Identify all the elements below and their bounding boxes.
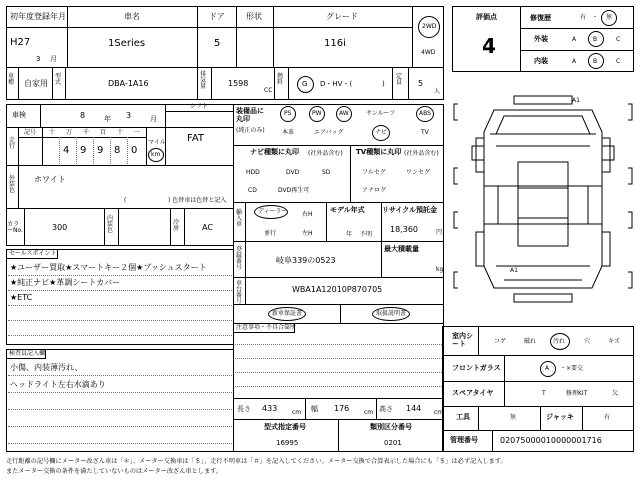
equip-pw: PW bbox=[312, 110, 322, 117]
exterior-label: 外装色 bbox=[9, 175, 16, 194]
mileage-unit-header: 十 bbox=[117, 129, 124, 136]
mileage-digit: 4 bbox=[63, 145, 70, 156]
tv-type-label: TV種類に丸印 bbox=[356, 148, 402, 156]
navi-sd: SD bbox=[322, 169, 331, 176]
tools-value: 無 bbox=[510, 414, 517, 421]
inspector-note-2: ヘッドライト左右水滴あり bbox=[10, 380, 106, 389]
type-designation-label: 型式指定番号 bbox=[264, 423, 306, 431]
import-left: 左H bbox=[302, 230, 313, 237]
inspection-month: 3 bbox=[126, 111, 132, 120]
use-label: 車種 bbox=[8, 73, 15, 86]
fuel-label: 燃料 bbox=[277, 73, 284, 86]
seat-kizu: キズ bbox=[608, 338, 620, 345]
mileage-cell-divider bbox=[76, 137, 77, 166]
repair-no: 無 bbox=[606, 14, 613, 21]
navi-type-sub: (社外品含む) bbox=[308, 150, 343, 157]
spare-label: スペアタイヤ bbox=[452, 389, 494, 397]
mileage-digit: 9 bbox=[97, 145, 104, 156]
grade-label: グレード bbox=[326, 12, 358, 21]
inspector-note-1: 小傷、内装薄汚れ、 bbox=[10, 363, 83, 372]
equipment-sub: (純正のみ) bbox=[236, 127, 265, 134]
ext-b: B bbox=[593, 36, 598, 43]
first-reg-label: 初年度登録年月 bbox=[10, 12, 66, 21]
inspector-label: 検査員記入欄 bbox=[9, 350, 46, 357]
mileage-cell-divider bbox=[127, 137, 128, 166]
registration-value: 岐阜339の0523 bbox=[276, 256, 336, 265]
model-label: 型式 bbox=[55, 73, 62, 86]
equip-ps: PS bbox=[284, 110, 292, 117]
navi-type-label: ナビ種類に丸印 bbox=[250, 148, 299, 156]
import-label: 輸入車 bbox=[236, 209, 243, 228]
equip-tv: TV bbox=[421, 129, 429, 136]
tv-analog: アナログ bbox=[362, 187, 387, 194]
seat-ana: 穴 bbox=[584, 338, 591, 345]
category-label: 類別区分番号 bbox=[370, 423, 412, 431]
tv-fullseg: フルセグ bbox=[362, 169, 386, 176]
jack-label: ジャッキ bbox=[546, 413, 574, 421]
use-row bbox=[6, 67, 444, 100]
tools-label: 工具 bbox=[456, 413, 470, 421]
management-label: 管理番号 bbox=[450, 436, 478, 444]
inspection-month-unit: 月 bbox=[150, 115, 157, 123]
drive-2wd: 2WD bbox=[422, 23, 437, 30]
shift-label: シフト bbox=[190, 103, 209, 110]
diagram-a1-bottom: A1 bbox=[510, 267, 518, 274]
type-designation-value: 16995 bbox=[276, 439, 299, 447]
navi-hdd: HDD bbox=[246, 169, 260, 176]
warranty-book: 新車保証書 bbox=[272, 310, 303, 317]
inspection-label: 車検 bbox=[12, 111, 26, 119]
capacity-value: 5 bbox=[418, 79, 424, 88]
notes-box bbox=[233, 323, 444, 399]
spare-t: T bbox=[542, 390, 546, 397]
ext-a: A bbox=[572, 36, 577, 43]
int-a: A bbox=[572, 58, 577, 65]
score-label: 評価点 bbox=[476, 13, 497, 21]
category-value: 0201 bbox=[384, 439, 402, 447]
ac-value: AC bbox=[202, 223, 213, 232]
equipment-label: 装備品に丸印 bbox=[236, 107, 264, 123]
seat-yogore: 汚れ bbox=[553, 338, 566, 345]
tv-oneseg: ワンセグ bbox=[406, 169, 431, 176]
height-value: 144 bbox=[406, 404, 422, 413]
exterior-color: ホワイト bbox=[34, 175, 66, 184]
interior-color-label: 内装色 bbox=[107, 215, 114, 234]
glass-label: フロントガラス bbox=[452, 364, 501, 372]
mileage-symbol-label: 記号 bbox=[24, 129, 37, 136]
spare-kit: 修理KIT bbox=[566, 390, 588, 397]
import-right: 右H bbox=[302, 211, 313, 218]
spare-missing: 欠 bbox=[612, 390, 619, 397]
car-name-value: 1Series bbox=[108, 38, 146, 49]
mileage-unit-km: km bbox=[151, 151, 161, 158]
repair-yes: 有 bbox=[580, 14, 587, 21]
sales-point-2: ★純正ナビ★革調シートカバー bbox=[10, 278, 121, 287]
footer-line-1: 走行距離の記号欄にメーター改ざん車は「＊」、メーター交換車は「＄」、走行不明車は「＃」を記入してください。メーター交換で合算表示した場合にも「＄」は必ず記入します。 bbox=[6, 458, 507, 465]
height-unit: cm bbox=[434, 409, 444, 416]
chassis-label: 車台番号 bbox=[236, 280, 243, 305]
recycle-value: 18,360 bbox=[390, 225, 418, 234]
chassis-value: WBA1A12010P870705 bbox=[292, 285, 383, 294]
model-value: DBA-1A16 bbox=[108, 79, 149, 88]
import-parallel: 並行 bbox=[264, 230, 277, 237]
ext-c: C bbox=[616, 36, 621, 43]
footer-line-2: またメーター交換の条件を満たしていないものはメーター改ざん車とします。 bbox=[6, 468, 223, 475]
displacement-value: 1598 bbox=[228, 79, 249, 88]
mileage-cell-divider bbox=[93, 137, 94, 166]
warranty-manual: 取扱説明書 bbox=[376, 310, 407, 317]
registration-label: 登録番号 bbox=[236, 246, 243, 271]
shape-cell bbox=[236, 27, 274, 68]
mileage-digit: 9 bbox=[80, 145, 87, 156]
mileage-unit-header: 百 bbox=[100, 129, 107, 136]
length-value: 433 bbox=[262, 404, 278, 413]
repair-dot: ・ bbox=[592, 14, 599, 21]
max-load-label: 最大積載量 bbox=[384, 245, 419, 253]
fuel-g: G bbox=[302, 80, 308, 88]
model-year-unit: 年 bbox=[346, 231, 353, 238]
glass-rest: ・×要交 bbox=[560, 365, 584, 372]
seat-yabure: 破れ bbox=[524, 338, 537, 345]
width-value: 176 bbox=[334, 404, 350, 413]
recycle-unit: 円 bbox=[436, 229, 443, 236]
navi-dvd: DVD bbox=[286, 169, 300, 176]
mileage-unit-header: 千 bbox=[83, 129, 90, 136]
car-diagram bbox=[452, 76, 634, 322]
exterior-note-open: ( bbox=[124, 197, 127, 204]
length-label: 長さ bbox=[237, 405, 251, 413]
capacity-unit: 人 bbox=[434, 88, 441, 95]
displacement-label: 排気量 bbox=[200, 71, 207, 90]
width-unit: cm bbox=[364, 409, 374, 416]
navi-cd: CD bbox=[248, 187, 257, 194]
equip-aw: AW bbox=[339, 110, 349, 117]
navi-dvd-play: DVD再生可 bbox=[278, 187, 310, 194]
model-year-label: モデル年式 bbox=[330, 206, 365, 214]
mileage-digit: 8 bbox=[114, 145, 121, 156]
fuel-options: D・HV・( bbox=[320, 80, 353, 88]
int-label: 内装 bbox=[534, 57, 548, 65]
width-label: 幅 bbox=[311, 405, 318, 413]
mileage-unit-header: 一 bbox=[134, 129, 141, 136]
notes-label: 注意事項・不具合箇所 bbox=[236, 324, 297, 331]
equip-sunroof: サンルーフ bbox=[366, 110, 396, 117]
equip-navi: ナビ bbox=[375, 129, 388, 136]
mileage-label: 走行 bbox=[9, 137, 16, 150]
color-no-label: カラーNo. bbox=[7, 221, 23, 234]
warranty-box bbox=[233, 304, 444, 324]
exterior-note: ) 色替車は色替と記入 bbox=[168, 197, 227, 204]
reg-month: 3 bbox=[36, 55, 41, 63]
int-c: C bbox=[616, 58, 621, 65]
shift-value: FAT bbox=[187, 133, 205, 144]
mileage-cell-divider bbox=[110, 137, 111, 166]
drive-4wd: 4WD bbox=[421, 49, 436, 56]
color-no-row bbox=[6, 208, 234, 246]
tv-type-sub: (社外品含む) bbox=[404, 150, 439, 157]
ac-label: 冷房 bbox=[173, 219, 180, 232]
glass-a: A bbox=[545, 365, 550, 372]
height-label: 高さ bbox=[379, 405, 393, 413]
equip-leather: 本革 bbox=[282, 129, 295, 136]
diagram-a1-top: A1 bbox=[572, 97, 580, 104]
door-label: ドア bbox=[209, 12, 225, 21]
management-value: 02075000010000001716 bbox=[500, 436, 602, 445]
displacement-unit: CC bbox=[264, 87, 273, 94]
int-b: B bbox=[593, 58, 598, 65]
max-load-unit: kg bbox=[436, 266, 444, 273]
equip-airbag: エアバッグ bbox=[314, 129, 344, 136]
inspection-year-unit: 年 bbox=[104, 115, 111, 123]
color-no-value: 300 bbox=[52, 223, 68, 232]
recycle-label: リサイクル預託金 bbox=[382, 206, 438, 214]
seat-label: 室内シート bbox=[452, 332, 473, 349]
sales-point-3: ★ETC bbox=[10, 293, 33, 302]
jack-value: 有 bbox=[604, 414, 611, 421]
score-value: 4 bbox=[482, 34, 496, 58]
capacity-label: 定員 bbox=[396, 73, 403, 86]
inspection-year: 8 bbox=[80, 111, 86, 120]
mileage-unit-mile: マイル bbox=[148, 139, 166, 146]
import-dealer: ディーラー bbox=[258, 208, 288, 215]
fuel-close: ) bbox=[382, 80, 385, 88]
repair-label: 修復歴 bbox=[530, 14, 551, 22]
sales-points-label: セールスポイント bbox=[9, 250, 57, 257]
era-year: H27 bbox=[10, 37, 31, 48]
model-year-unknown: 不明 bbox=[360, 231, 373, 238]
mileage-unit-header: 万 bbox=[66, 129, 73, 136]
use-value: 自家用 bbox=[24, 79, 48, 88]
ext-label: 外装 bbox=[534, 35, 548, 43]
mileage-digit: 0 bbox=[131, 145, 138, 156]
mileage-cell-divider bbox=[59, 137, 60, 166]
reg-month-unit: 月 bbox=[50, 55, 57, 63]
car-name-label: 車名 bbox=[124, 12, 140, 21]
length-unit: cm bbox=[292, 409, 302, 416]
door-value: 5 bbox=[214, 38, 221, 49]
grade-value: 116i bbox=[324, 38, 346, 49]
seat-koge: コゲ bbox=[494, 338, 507, 345]
equip-abs: ABS bbox=[419, 110, 431, 117]
mileage-unit-header: 十 bbox=[49, 129, 56, 136]
shape-label: 形状 bbox=[246, 12, 262, 21]
sales-point-1: ★ユーザー買取★スマートキー２個★プッシュスタート bbox=[10, 263, 207, 272]
